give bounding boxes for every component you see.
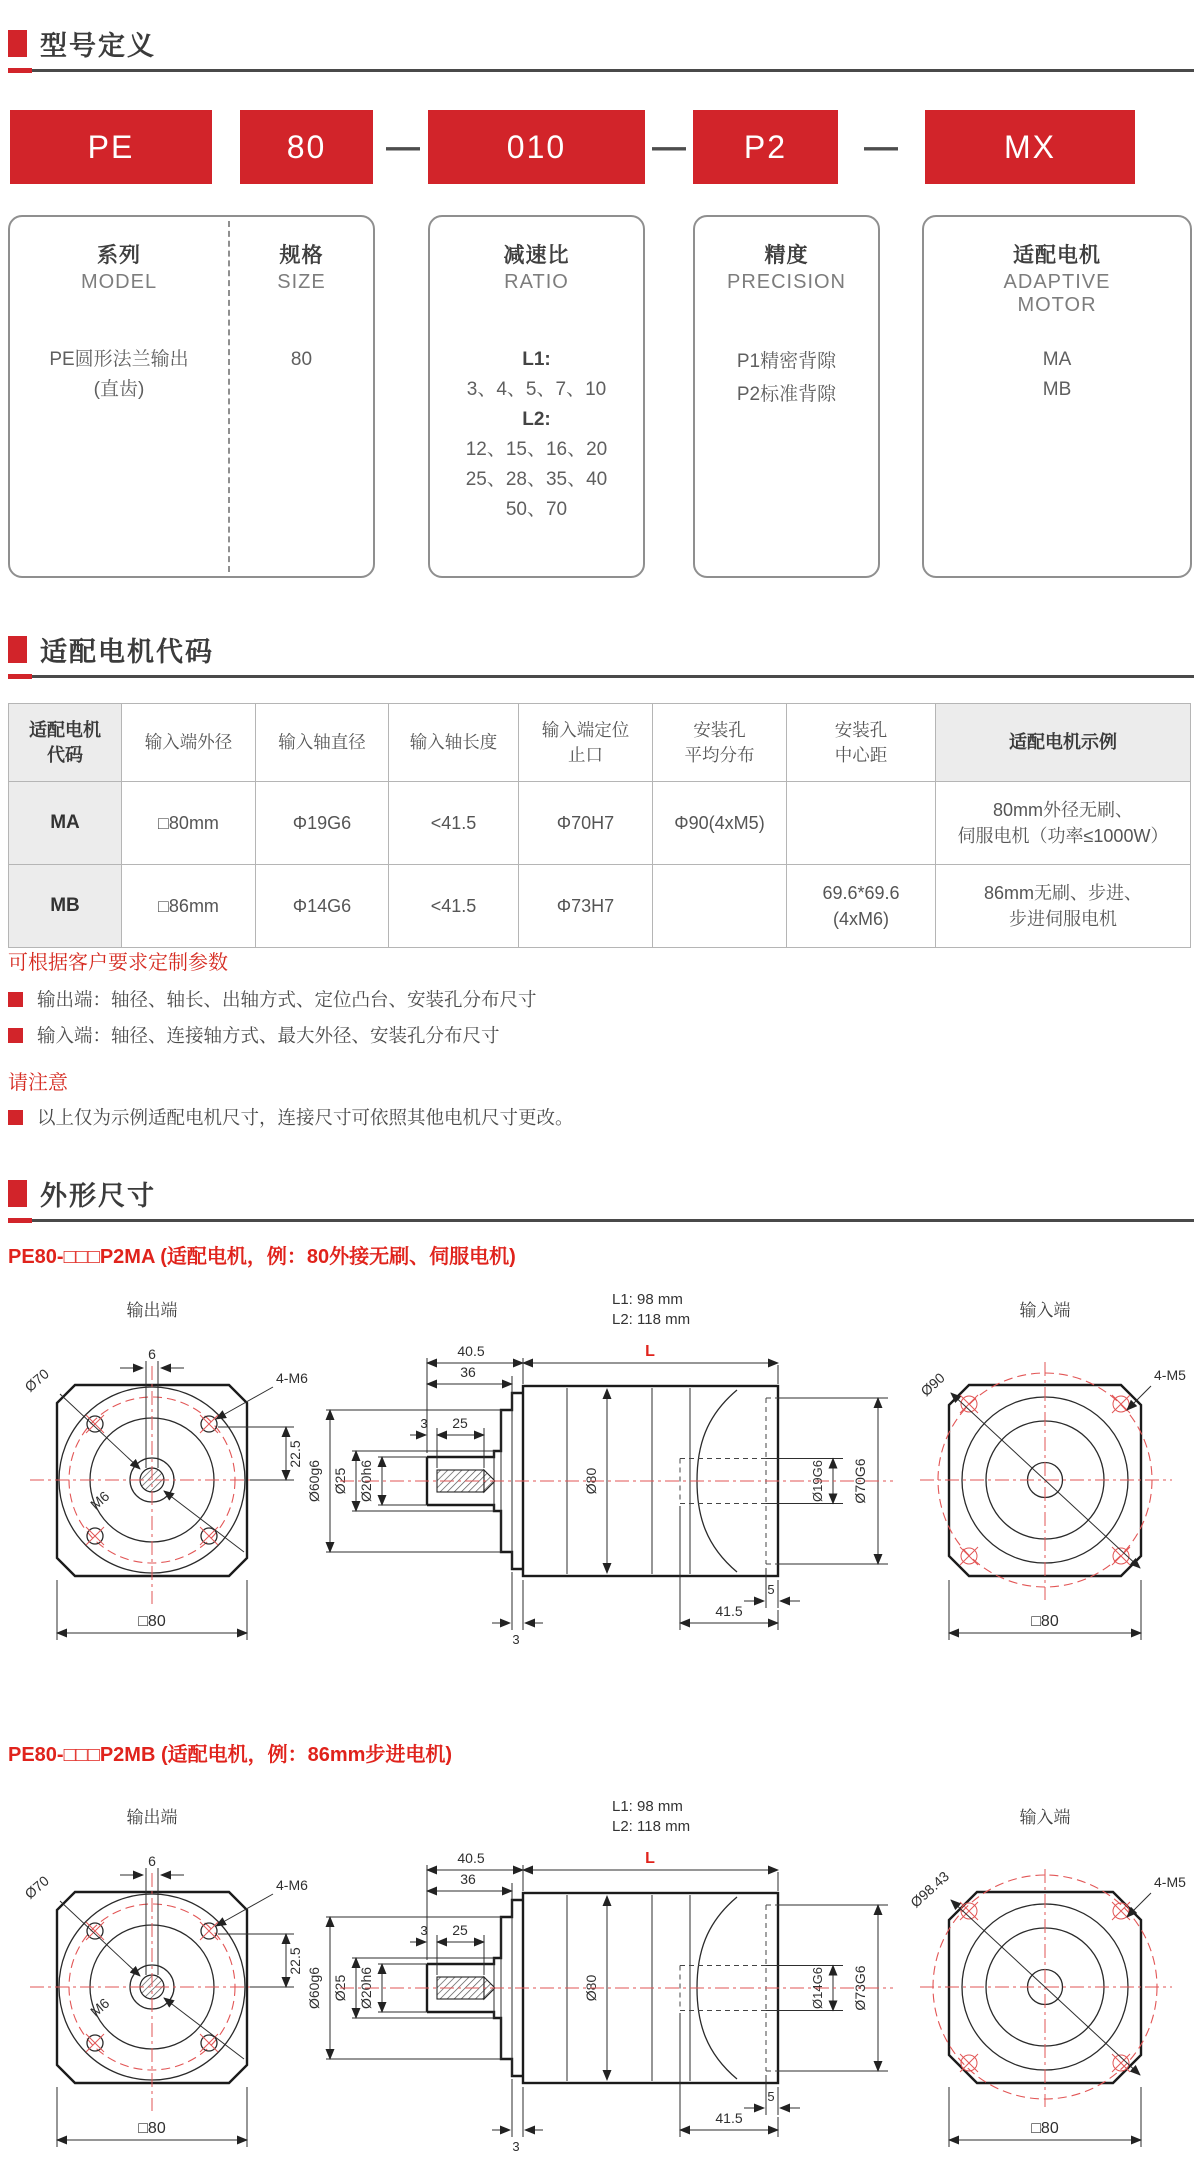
dim-25-label: 25 (452, 1922, 468, 1938)
ratio-l1-label: L1: (522, 349, 551, 370)
explain-box-precision (693, 215, 880, 578)
code-dash-3: — (864, 127, 898, 166)
ratio-label-en: RATIO (504, 271, 569, 293)
precision-line2: P2标准背隙 (736, 384, 837, 405)
col-header-code-line1: 适配电机 (29, 719, 101, 740)
code-dash-2: — (652, 127, 686, 166)
shaft-dia-dim-label: Ø20h6 (358, 1459, 374, 1503)
precision-label-zh: 精度 (764, 244, 809, 267)
red-square-bullet-icon (8, 30, 27, 57)
motor-label-en1: ADAPTIVE (1003, 271, 1111, 293)
input-square-dim-label: □80 (1031, 2120, 1059, 2137)
col-header-holes-cc-line1: 安装孔 (834, 719, 888, 740)
col-header-shaft-len: 输入轴长度 (389, 704, 519, 782)
output-square-dim-label: □80 (138, 2120, 166, 2137)
input-circle-dia-label: Ø90 (917, 1369, 948, 1400)
cell-mb-code: MB (9, 865, 122, 948)
motor-line2: MB (1042, 379, 1072, 400)
input-end-view (907, 1808, 1186, 2147)
explain-box-model-size (8, 215, 375, 578)
section-rule (8, 69, 1194, 72)
flange-thickness-dim-label: 3 (512, 2139, 520, 2154)
notice-item-1-text: 以上仅为示例适配电机尺寸，连接尺寸可依照其他电机尺寸更改。 (37, 1107, 574, 1128)
cell-mb-holes-avg (653, 865, 787, 948)
cell-ma-example-line1: 80mm外径无刷、 (992, 800, 1133, 820)
col-header-holes-cc-line2: 中心距 (834, 744, 888, 765)
dim-36-label: 36 (460, 1871, 476, 1887)
cell-ma-shaft-dia: Φ19G6 (256, 782, 389, 865)
custom-note-item-2-text: 输入端：轴径、连接轴方式、最大外径、安装孔分布尺寸 (37, 1025, 500, 1046)
input-holes-label: 4-M5 (1154, 1367, 1186, 1383)
dim-25-label: 25 (452, 1415, 468, 1431)
output-flange-dia-label: Ø70 (21, 1365, 52, 1395)
table-row-mb (9, 865, 1191, 948)
cell-ma-example (936, 782, 1191, 865)
dim-3-label: 3 (420, 1923, 428, 1938)
center-tap-label: M6 (87, 1994, 113, 2020)
key-offset-dim-label: 22.5 (287, 1440, 303, 1468)
key-offset-dim-label: 22.5 (287, 1947, 303, 1975)
input-end-label: 输入端 (1019, 1301, 1071, 1320)
code-box-series: PE (10, 110, 212, 184)
cell-ma-shaft-len: <41.5 (389, 782, 519, 865)
code-box-ratio: 010 (428, 110, 645, 184)
col-header-code-line2: 代码 (47, 744, 83, 765)
cell-ma-holes-avg: Φ90(4xM5) (653, 782, 787, 865)
input-end-view (917, 1301, 1186, 1640)
red-square-bullet-icon (8, 636, 27, 663)
body-dia-dim-label: Ø80 (583, 1974, 599, 2002)
section-header-model-definition (8, 24, 1194, 72)
l2-length-label: L2: 118 mm (612, 1818, 691, 1835)
ratio-content (430, 345, 643, 525)
output-holes-label: 4-M6 (276, 1370, 308, 1386)
output-end-view (21, 1301, 308, 1640)
side-section-view (306, 1798, 893, 2154)
output-end-view (21, 1808, 308, 2147)
cell-mb-outer: □86mm (122, 865, 256, 948)
shaft-bottom-profile (427, 1505, 523, 1569)
explain-box-ratio (428, 215, 645, 578)
side-section-view (306, 1291, 893, 1647)
cell-ma-pilot: Φ70H7 (519, 782, 653, 865)
dim-40-5-label: 40.5 (457, 1850, 485, 1866)
red-square-bullet-icon (8, 1180, 27, 1207)
dim-40-5-label: 40.5 (457, 1343, 485, 1359)
output-square-dim-label: □80 (138, 1613, 166, 1630)
ratio-l2-line2: 25、28、35、40 (465, 469, 608, 490)
cell-mb-holes-cc-line1: 69.6*69.6 (822, 883, 900, 903)
motor-content (924, 345, 1190, 405)
dim-36-label: 36 (460, 1364, 476, 1380)
section-header-dimensions (8, 1174, 1194, 1222)
section-title: 外形尺寸 (40, 1181, 156, 1211)
model-label-zh: 系列 (97, 244, 141, 267)
figure-a-drawing (0, 1288, 1202, 1668)
input-end-label: 输入端 (1019, 1808, 1071, 1827)
ratio-l2-label: L2: (522, 409, 551, 430)
cell-mb-holes-cc (787, 865, 936, 948)
figure-a-subtitle: PE80-□□□P2MA (适配电机，例：80外接无刷、伺服电机) (8, 1246, 516, 1268)
shaft-top-profile (427, 1393, 523, 1457)
cell-mb-example (936, 865, 1191, 948)
figure-b-subtitle: PE80-□□□P2MB (适配电机，例：86mm步进电机) (8, 1744, 453, 1766)
code-dash-1: — (386, 127, 420, 166)
collar-dia-dim-label: Ø25 (332, 1974, 348, 2002)
output-holes-label: 4-M6 (276, 1877, 308, 1893)
col-header-code (9, 704, 122, 782)
custom-note-item-1 (8, 986, 537, 1012)
dim-5-label: 5 (767, 2089, 775, 2104)
col-header-pilot-line2: 止口 (568, 744, 603, 765)
motor-label-zh: 适配电机 (1013, 244, 1101, 267)
code-box-motor: MX (925, 110, 1135, 184)
custom-note-item-1-text: 输出端：轴径、轴长、出轴方式、定位凸台、安装孔分布尺寸 (37, 989, 537, 1010)
cell-mb-shaft-len: <41.5 (389, 865, 519, 948)
dim-41-5-label: 41.5 (715, 1603, 743, 1619)
explain-size (230, 217, 373, 576)
code-box-size: 80 (240, 110, 373, 184)
motor-code-table (8, 703, 1191, 948)
model-label-en: MODEL (80, 271, 158, 293)
motor-label-en2: MOTOR (1017, 294, 1097, 316)
precision-label-en: PRECISION (726, 271, 847, 293)
section-rule (8, 675, 1194, 678)
red-bullet-icon (8, 992, 23, 1007)
section-title: 适配电机代码 (40, 637, 214, 667)
code-box-precision: P2 (693, 110, 838, 184)
input-shaft-dia-dim-label: Ø19G6 (810, 1460, 825, 1502)
output-end-label: 输出端 (126, 1808, 178, 1827)
ratio-l1-values: 3、4、5、7、10 (466, 379, 607, 400)
input-pilot-dia-dim-label: Ø73G6 (852, 1965, 868, 2011)
table-row-ma (9, 782, 1191, 865)
figure-b-drawing (0, 1795, 1202, 2167)
model-line2: (直齿) (93, 379, 145, 400)
motor-line1: MA (1042, 349, 1072, 370)
section-title: 型号定义 (40, 31, 156, 61)
output-end-label: 输出端 (126, 1301, 178, 1320)
l1-length-label: L1: 98 mm (612, 1291, 683, 1308)
model-line1: PE圆形法兰输出 (49, 349, 189, 370)
key-width-dim-label: 6 (148, 1853, 156, 1869)
shaft-dia-dim-label: Ø20h6 (358, 1966, 374, 2010)
body-dia-dim-label: Ø80 (583, 1467, 599, 1495)
custom-note-title: 可根据客户要求定制参数 (8, 952, 228, 974)
input-circle-dia-label: Ø98.43 (907, 1867, 953, 1911)
l2-length-label: L2: 118 mm (612, 1311, 691, 1328)
input-shaft-dia-dim-label: Ø14G6 (810, 1967, 825, 2009)
cell-mb-pilot: Φ73H7 (519, 865, 653, 948)
dim-L-label: L (645, 1343, 655, 1360)
table-header-row (9, 704, 1191, 782)
col-header-holes-avg (653, 704, 787, 782)
center-tap-label: M6 (87, 1487, 113, 1513)
col-header-pilot-line1: 输入端定位 (541, 719, 630, 740)
dim-5-label: 5 (767, 1582, 775, 1597)
custom-note-item-2 (8, 1022, 500, 1048)
cell-ma-code: MA (9, 782, 122, 865)
size-label-zh: 规格 (279, 244, 324, 267)
explain-box-motor (922, 215, 1192, 578)
col-header-holes-avg-line1: 安装孔 (693, 719, 746, 740)
dim-L-label: L (645, 1850, 655, 1867)
red-bullet-icon (8, 1028, 23, 1043)
dim-3-label: 3 (420, 1416, 428, 1431)
col-header-outer: 输入端外径 (122, 704, 256, 782)
notice-title: 请注意 (8, 1072, 68, 1094)
boss-dia-dim-label: Ø60g6 (306, 1459, 322, 1503)
input-square-dim-label: □80 (1031, 1613, 1059, 1630)
ratio-l2-line3: 50、70 (505, 499, 568, 520)
cell-mb-shaft-dia: Φ14G6 (256, 865, 389, 948)
precision-line1: P1精密背隙 (736, 351, 837, 372)
col-header-shaft-dia: 输入轴直径 (256, 704, 389, 782)
size-content: 80 (290, 349, 313, 370)
input-pilot-dia-dim-label: Ø70G6 (852, 1458, 868, 1504)
ratio-l2-line1: 12、15、16、20 (465, 439, 608, 460)
col-header-example: 适配电机示例 (936, 704, 1191, 782)
input-holes-label: 4-M5 (1154, 1874, 1186, 1890)
precision-content (695, 345, 878, 411)
red-bullet-icon (8, 1110, 23, 1125)
explain-model (10, 217, 228, 576)
cell-mb-holes-cc-line2: (4xM6) (832, 909, 889, 929)
section-header-motor-code (8, 630, 1194, 678)
notice-item-1 (8, 1104, 574, 1130)
size-label-en: SIZE (277, 271, 326, 293)
flange-thickness-dim-label: 3 (512, 1632, 520, 1647)
model-content (10, 345, 228, 405)
key-width-dim-label: 6 (148, 1346, 156, 1362)
col-header-pilot (519, 704, 653, 782)
cell-mb-example-line1: 86mm无刷、步进、 (983, 883, 1142, 903)
cell-ma-holes-cc (787, 782, 936, 865)
dim-41-5-label: 41.5 (715, 2110, 743, 2126)
cell-ma-outer: □80mm (122, 782, 256, 865)
ratio-label-zh: 减速比 (503, 244, 570, 267)
cell-ma-example-line2: 伺服电机（功率≤1000W） (957, 826, 1169, 846)
collar-dia-dim-label: Ø25 (332, 1467, 348, 1495)
cell-mb-example-line2: 步进伺服电机 (1009, 909, 1117, 929)
l1-length-label: L1: 98 mm (612, 1798, 683, 1815)
output-flange-dia-label: Ø70 (21, 1872, 52, 1902)
col-header-holes-avg-line2: 平均分布 (684, 744, 755, 765)
section-rule (8, 1219, 1194, 1222)
boss-dia-dim-label: Ø60g6 (306, 1966, 322, 2010)
col-header-holes-cc (787, 704, 936, 782)
